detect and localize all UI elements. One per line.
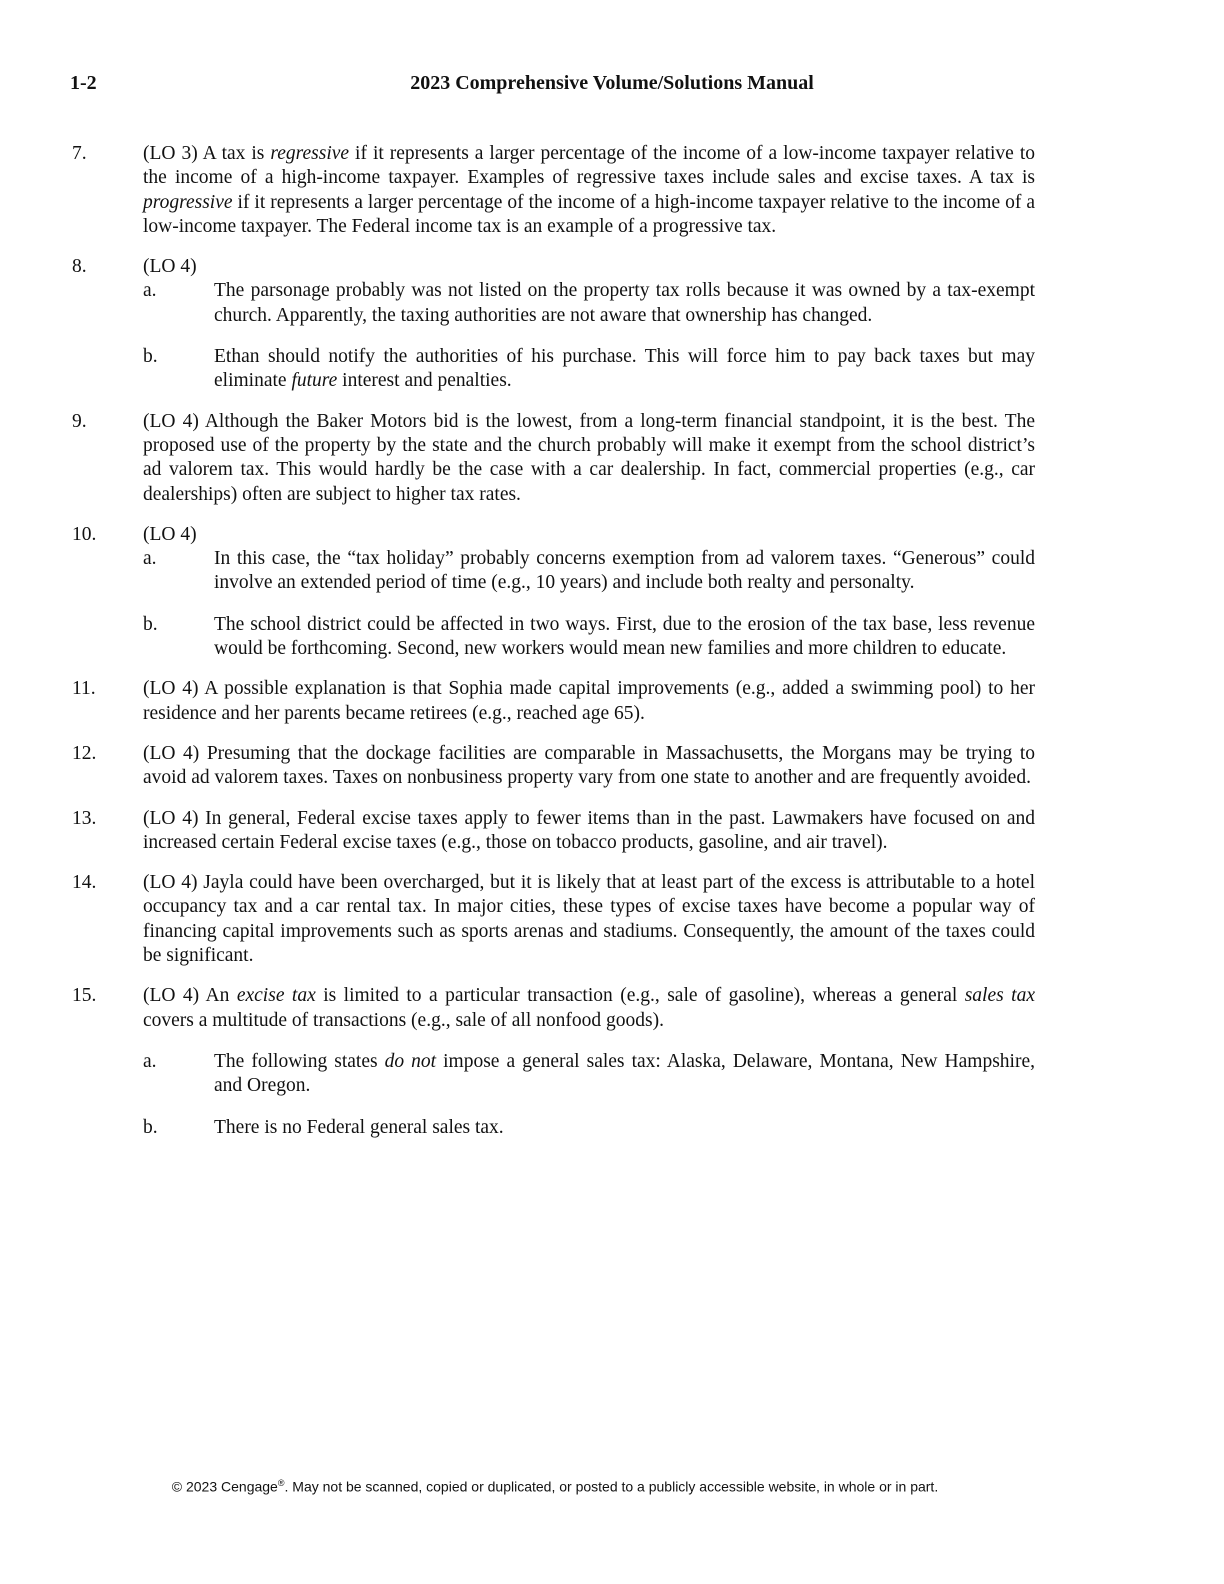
sub-answer-b: b. The school district could be affected in two ways. First, due to the erosion of the tax base, less revenue would be forthcoming. Second, new workers would mean new families and more children to educate.	[143, 613, 1035, 660]
question-10	[70, 523, 1035, 661]
question-number: 10.	[72, 523, 97, 545]
question-8	[70, 255, 1035, 393]
page-number: 1-2	[70, 72, 97, 94]
sub-answer-a: a. In this case, the “tax holiday” probably concerns exemption from ad valorem taxes. “Generous” could involve an extended period of time (e.g., 10 years) and include both realty and personalty.	[143, 548, 1035, 594]
question-14: 14. (LO 4) Jayla could have been overcharged, but it is likely that at least part of the excess is attributable to a hotel occupancy tax and a car rental tax. In major cities, these types of excise taxes have become a popular way of financing capital improvements such as sports arenas and stadiums. Consequently, the amount of the taxes could be significant.	[72, 872, 1035, 967]
question-number: 13.	[72, 807, 97, 829]
question-13: 13. (LO 4) In general, Federal excise taxes apply to fewer items than in the past. Lawmakers have focused on and increased certain Federal excise taxes (e.g., those on tobacco products, gasoline, and air travel).	[72, 807, 1035, 853]
question-number: 12.	[72, 742, 97, 764]
registered-mark: ®	[277, 1478, 285, 1488]
question-15: 15. (LO 4) An excise tax is limited to a particular transaction (e.g., sale of gasoline), whereas a general sales tax covers a multitude of transactions (e.g., sale of all nonfood goods). a. The following states do not impose a general sales tax: Alaska, Delaware, Montana, New Hampshire, and Oregon. b. There is no Federal general sales tax.	[70, 984, 1035, 1139]
question-number: 8.	[72, 256, 87, 278]
question-12: 12. (LO 4) Presuming that the dockage facilities are comparable in Massachusetts, the Morgans may be trying to avoid ad valorem taxes. Taxes on nonbusiness property vary from one state to another and are frequently avoided.	[72, 742, 1035, 789]
copyright-footer: © 2023 Cengage®. May not be scanned, copied or duplicated, or posted to a publicly accessible website, in whole or in part.	[171, 1478, 939, 1495]
question-9: 9. (LO 4) Although the Baker Motors bid is the lowest, from a long-term financial standpoint, it is the best. The proposed use of the property by the state and the church probably will make it exempt from the school district’s ad valorem tax. This would hardly be the case with a car dealership. In fact, commercial properties (e.g., car dealerships) often are subject to higher tax rates.	[72, 410, 1035, 505]
question-number: 11.	[72, 678, 96, 700]
document-body	[70, 142, 1035, 1156]
sub-answer-b: b. There is no Federal general sales tax.	[143, 1116, 504, 1138]
question-number: 7.	[72, 143, 87, 164]
question-number: 14.	[72, 872, 97, 894]
page-title: 2023 Comprehensive Volume/Solutions Manual	[410, 72, 814, 94]
question-number: 15.	[72, 985, 97, 1007]
sub-answer-a: a. The following states do not impose a general sales tax: Alaska, Delaware, Montana, New Hampshire, and Oregon.	[143, 1050, 1035, 1097]
sub-answer-a: a. The parsonage probably was not listed on the property tax rolls because it was owned by a tax-exempt church. Apparently, the taxing authorities are not aware that ownership has changed.	[143, 280, 1035, 326]
question-lead: (LO 4)	[143, 256, 197, 278]
question-lead: (LO 4)	[143, 523, 197, 545]
question-number: 9.	[72, 410, 87, 432]
question-7: 7. (LO 3) A tax is regressive if it represents a larger percentage of the income of a low-income taxpayer relative to the income of a high-income taxpayer. Examples of regressive taxes include sales and excise taxes. A tax is progressive if it represents a larger percentage of the income of a high-income taxpayer relative to the income of a low-income taxpayer. The Federal income tax is an example of a progressive tax.	[72, 143, 1035, 237]
question-11: 11. (LO 4) A possible explanation is that Sophia made capital improvements (e.g., added a swimming pool) to her residence and her parents became retirees (e.g., reached age 65).	[72, 678, 1035, 724]
sub-answer-b: b. Ethan should notify the authorities of his purchase. This will force him to pay back taxes but may eliminate future interest and penalties.	[143, 346, 1035, 392]
